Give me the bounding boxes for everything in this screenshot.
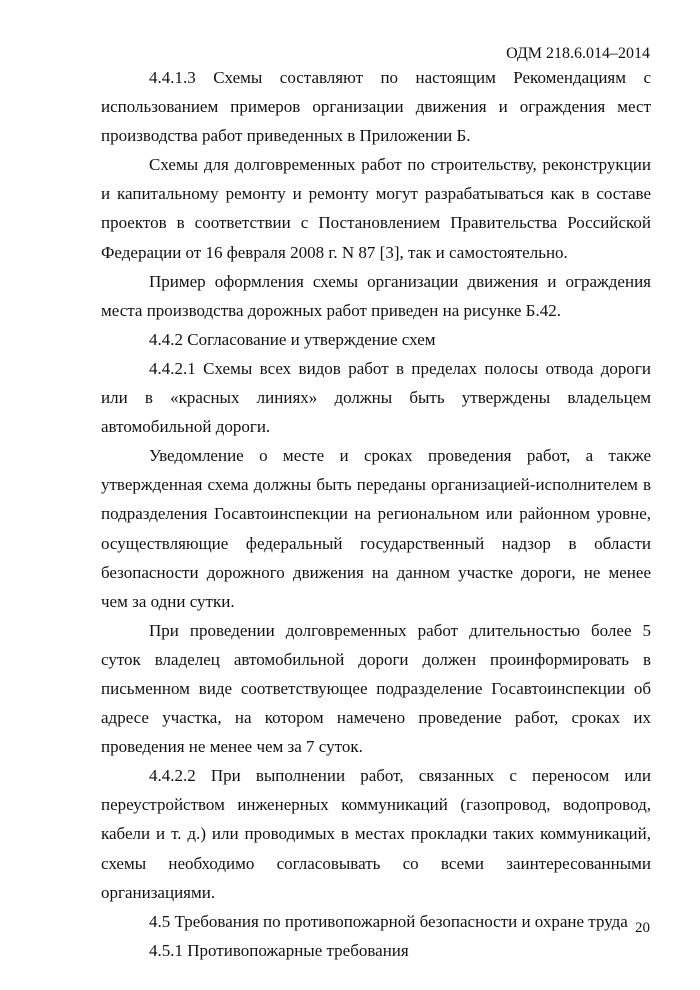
paragraph-long-term-works: При проведении долговременных работ длительностью более 5 суток владелец автомобильной дороги должен проинформировать в письменном виде соответствующее подразделение Госавтоинспекции об адресе участка, на котором намечено проведение работ, сроках их проведения не менее чем за 7 суток.: [101, 620, 651, 757]
page-number: 20: [635, 920, 650, 936]
paragraph-4-4-1-3: 4.4.1.3 Схемы составляют по настоящим Рекомендациям с использованием примеров организации движения и ограждения мест производства работ приведенных в Приложении Б.: [101, 68, 651, 146]
document-code-header: ОДМ 218.6.014–2014: [506, 45, 650, 62]
section-heading-4-5-1: 4.5.1 Противопожарные требования: [149, 940, 409, 960]
paragraph-long-term-schemes: Схемы для долговременных работ по строительству, реконструкции и капитальному ремонту и ремонту могут разрабатываться как в составе проектов в соответствии с Постановлением Правительства Российской Федерации от 16 февраля 2008 г. N 87 [3], так и самостоятельно.: [101, 155, 651, 262]
section-heading-4-4-2: 4.4.2 Согласование и утверждение схем: [149, 329, 436, 349]
paragraph-4-4-2-2: 4.4.2.2 При выполнении работ, связанных с переносом или переустройством инженерных коммуникаций (газопровод, водопровод, кабели и т. д.) или проводимых в местах прокладки таких коммуникаций, схемы необходимо согласовывать со всеми заинтересованными организациями.: [101, 766, 651, 902]
document-body: [101, 63, 651, 965]
paragraph-example-scheme: Пример оформления схемы организации движения и ограждения места производства дорожных работ приведен на рисунке Б.42.: [101, 271, 651, 320]
paragraph-notification: Уведомление о месте и сроках проведения работ, а также утвержденная схема должны быть переданы организацией-исполнителем в подразделения Госавтоинспекции на региональном или районном уровне, осуществляющие федеральный государственный надзор в области безопасности дорожного движения на данном участке дороги, не менее чем за одни сутки.: [101, 446, 651, 611]
paragraph-4-4-2-1: 4.4.2.1 Схемы всех видов работ в пределах полосы отвода дороги или в «красных линиях» должны быть утверждены владельцем автомобильной дороги.: [101, 358, 651, 437]
section-heading-4-5: 4.5 Требования по противопожарной безопасности и охране труда: [149, 911, 628, 931]
